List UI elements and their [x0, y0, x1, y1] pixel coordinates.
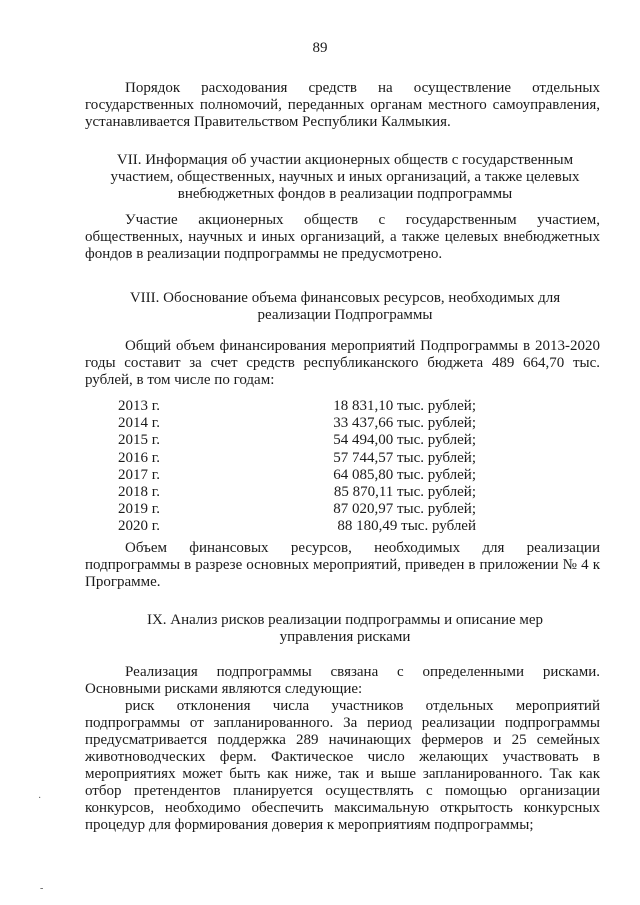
amount-cell: 88 180,49 тыс. рублей [337, 518, 476, 535]
table-row [118, 467, 476, 484]
year-cell: 2015 г. [118, 432, 160, 449]
page-number: 89 [312, 40, 328, 56]
year-cell: 2018 г. [118, 484, 160, 501]
year-cell: 2020 г. [118, 518, 160, 535]
scan-speck: · [38, 793, 42, 804]
section-9-paragraph: Реализация подпрограммы связана с определенными рисками. Основными рисками являются следующие: [85, 664, 600, 697]
intro-paragraph: Порядок расходования средств на осуществление отдельных государственных полномочий, переданных органам местного самоуправления, устанавливается Правительством Республики Калмыкия. [85, 80, 600, 130]
year-cell: 2013 г. [118, 398, 160, 414]
section-7-paragraph: Участие акционерных обществ с государственным участием, общественных, научных и иных организаций, а также целевых внебюджетных фондов в реализации подпрограммы не предусмотрено. [85, 212, 600, 262]
table-row [118, 501, 476, 518]
table-row [118, 415, 476, 432]
table-row [118, 484, 476, 501]
amount-cell: 18 831,10 тыс. рублей; [333, 398, 476, 414]
scan-speck: - [40, 883, 44, 894]
section-8-title: VIII. Обоснование объема финансовых ресурсов, необходимых для реализации Подпрограммы [129, 290, 561, 323]
year-cell: 2016 г. [118, 449, 160, 466]
amount-cell: 33 437,66 тыс. рублей; [333, 415, 476, 432]
funding-by-year-table [118, 398, 476, 536]
risk-paragraph: риск отклонения числа участников отдельных мероприятий подпрограммы от запланированного. За период реализации подпрограммы предусматривается поддержка 289 начинающих фермеров и 25 семейных животноводческих ферм. Фактическое число желающих участвовать в мероприятиях может быть как ниже, так и выше запланированного. Так как отбор претендентов планируется осуществлять с помощью организации конкурсов, необходимо обеспечить максимальную открытость конкурсных процедур для формирования доверия к мероприятиям подпрограммы; [85, 698, 600, 833]
amount-cell: 87 020,97 тыс. рублей; [333, 501, 476, 518]
section-9-title: IX. Анализ рисков реализации подпрограммы и описание мер управления рисками [146, 612, 544, 645]
table-row [118, 432, 476, 449]
year-cell: 2014 г. [118, 415, 160, 432]
amount-cell: 57 744,57 тыс. рублей; [333, 449, 476, 466]
table-row [118, 518, 476, 535]
year-cell: 2017 г. [118, 466, 160, 483]
section-7-title: VII. Информация об участии акционерных обществ с государственным участием, общественных, научных и иных организаций, а также целевых внебюджетных фондов в реализации подпрограммы [110, 152, 580, 202]
section-8-paragraph: Общий объем финансирования мероприятий Подпрограммы в 2013-2020 годы составит за счет средств республиканского бюджета 489 664,70 тыс. рублей, в том числе по годам: [85, 338, 600, 388]
table-row [118, 398, 476, 415]
amount-cell: 64 085,80 тыс. рублей; [333, 466, 476, 483]
section-8-closing-paragraph: Объем финансовых ресурсов, необходимых для реализации подпрограммы в разрезе основных мероприятий, приведен в приложении № 4 к Программе. [85, 540, 600, 590]
amount-cell: 54 494,00 тыс. рублей; [333, 432, 476, 449]
year-cell: 2019 г. [118, 501, 160, 518]
amount-cell: 85 870,11 тыс. рублей; [333, 484, 476, 501]
table-row [118, 450, 476, 467]
